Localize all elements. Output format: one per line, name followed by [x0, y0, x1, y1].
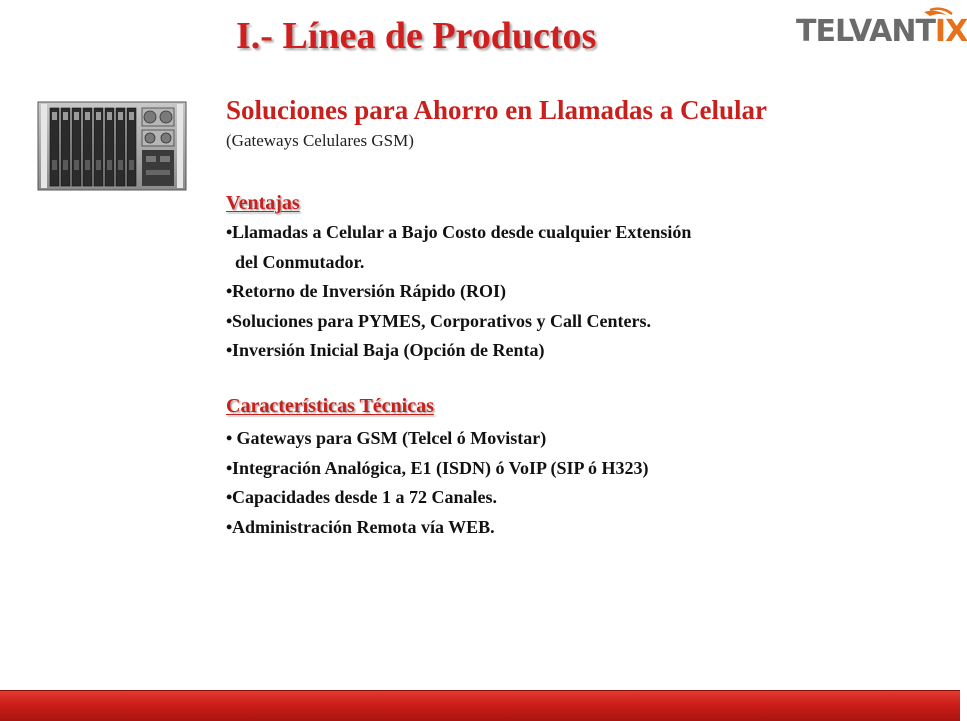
list-item-text: Gateways para GSM (Telcel ó Movistar): [232, 428, 547, 448]
list-item-text: Llamadas a Celular a Bajo Costo desde cualquier Extensión: [232, 222, 692, 242]
list-item: [226, 483, 649, 513]
product-title: Soluciones para Ahorro en Llamadas a Celular: [226, 95, 768, 125]
list-item-text: Integración Analógica, E1 (ISDN) ó VoIP (SIP ó H323): [232, 457, 649, 478]
list-item: [226, 513, 649, 543]
list-item-text: Soluciones para PYMES, Corporativos y Call Centers.: [232, 310, 651, 331]
list-item-continuation: del Conmutador.: [235, 251, 365, 272]
bullet-icon: •: [226, 457, 233, 478]
bullet-icon: •: [226, 310, 233, 331]
caracteristicas-list: [226, 424, 649, 542]
list-item: [226, 336, 691, 366]
list-item: [226, 218, 691, 277]
footer-bar: [0, 690, 960, 721]
page-title: I.- Línea de Productos: [236, 15, 597, 57]
list-item: [226, 307, 691, 337]
list-item: [226, 424, 649, 454]
bullet-icon: •: [226, 516, 233, 537]
caracteristicas-heading: Características Técnicas: [226, 395, 434, 417]
logo-text-main: TELVANT: [796, 14, 935, 49]
ventajas-list: [226, 218, 691, 366]
list-item-text: Capacidades desde 1 a 72 Canales.: [232, 487, 498, 507]
bullet-icon: •: [226, 222, 233, 242]
ventajas-heading: Ventajas: [226, 192, 300, 214]
bullet-icon: •: [226, 340, 233, 360]
list-item: [226, 454, 649, 484]
bullet-icon: •: [226, 281, 233, 301]
bullet-icon: •: [226, 428, 233, 448]
gsm-gateway-chassis-icon: [38, 100, 186, 192]
logo-text-accent: IX: [934, 14, 967, 49]
bullet-icon: •: [226, 487, 233, 507]
telvantix-logo: [796, 6, 967, 54]
list-item-text: Retorno de Inversión Rápido (ROI): [232, 281, 507, 301]
list-item: [226, 277, 691, 307]
list-item-text: Inversión Inicial Baja (Opción de Renta): [232, 340, 545, 360]
product-subtitle: (Gateways Celulares GSM): [226, 131, 414, 150]
logo-wordmark: [796, 14, 967, 49]
list-item-text: Administración Remota vía WEB.: [232, 516, 495, 537]
